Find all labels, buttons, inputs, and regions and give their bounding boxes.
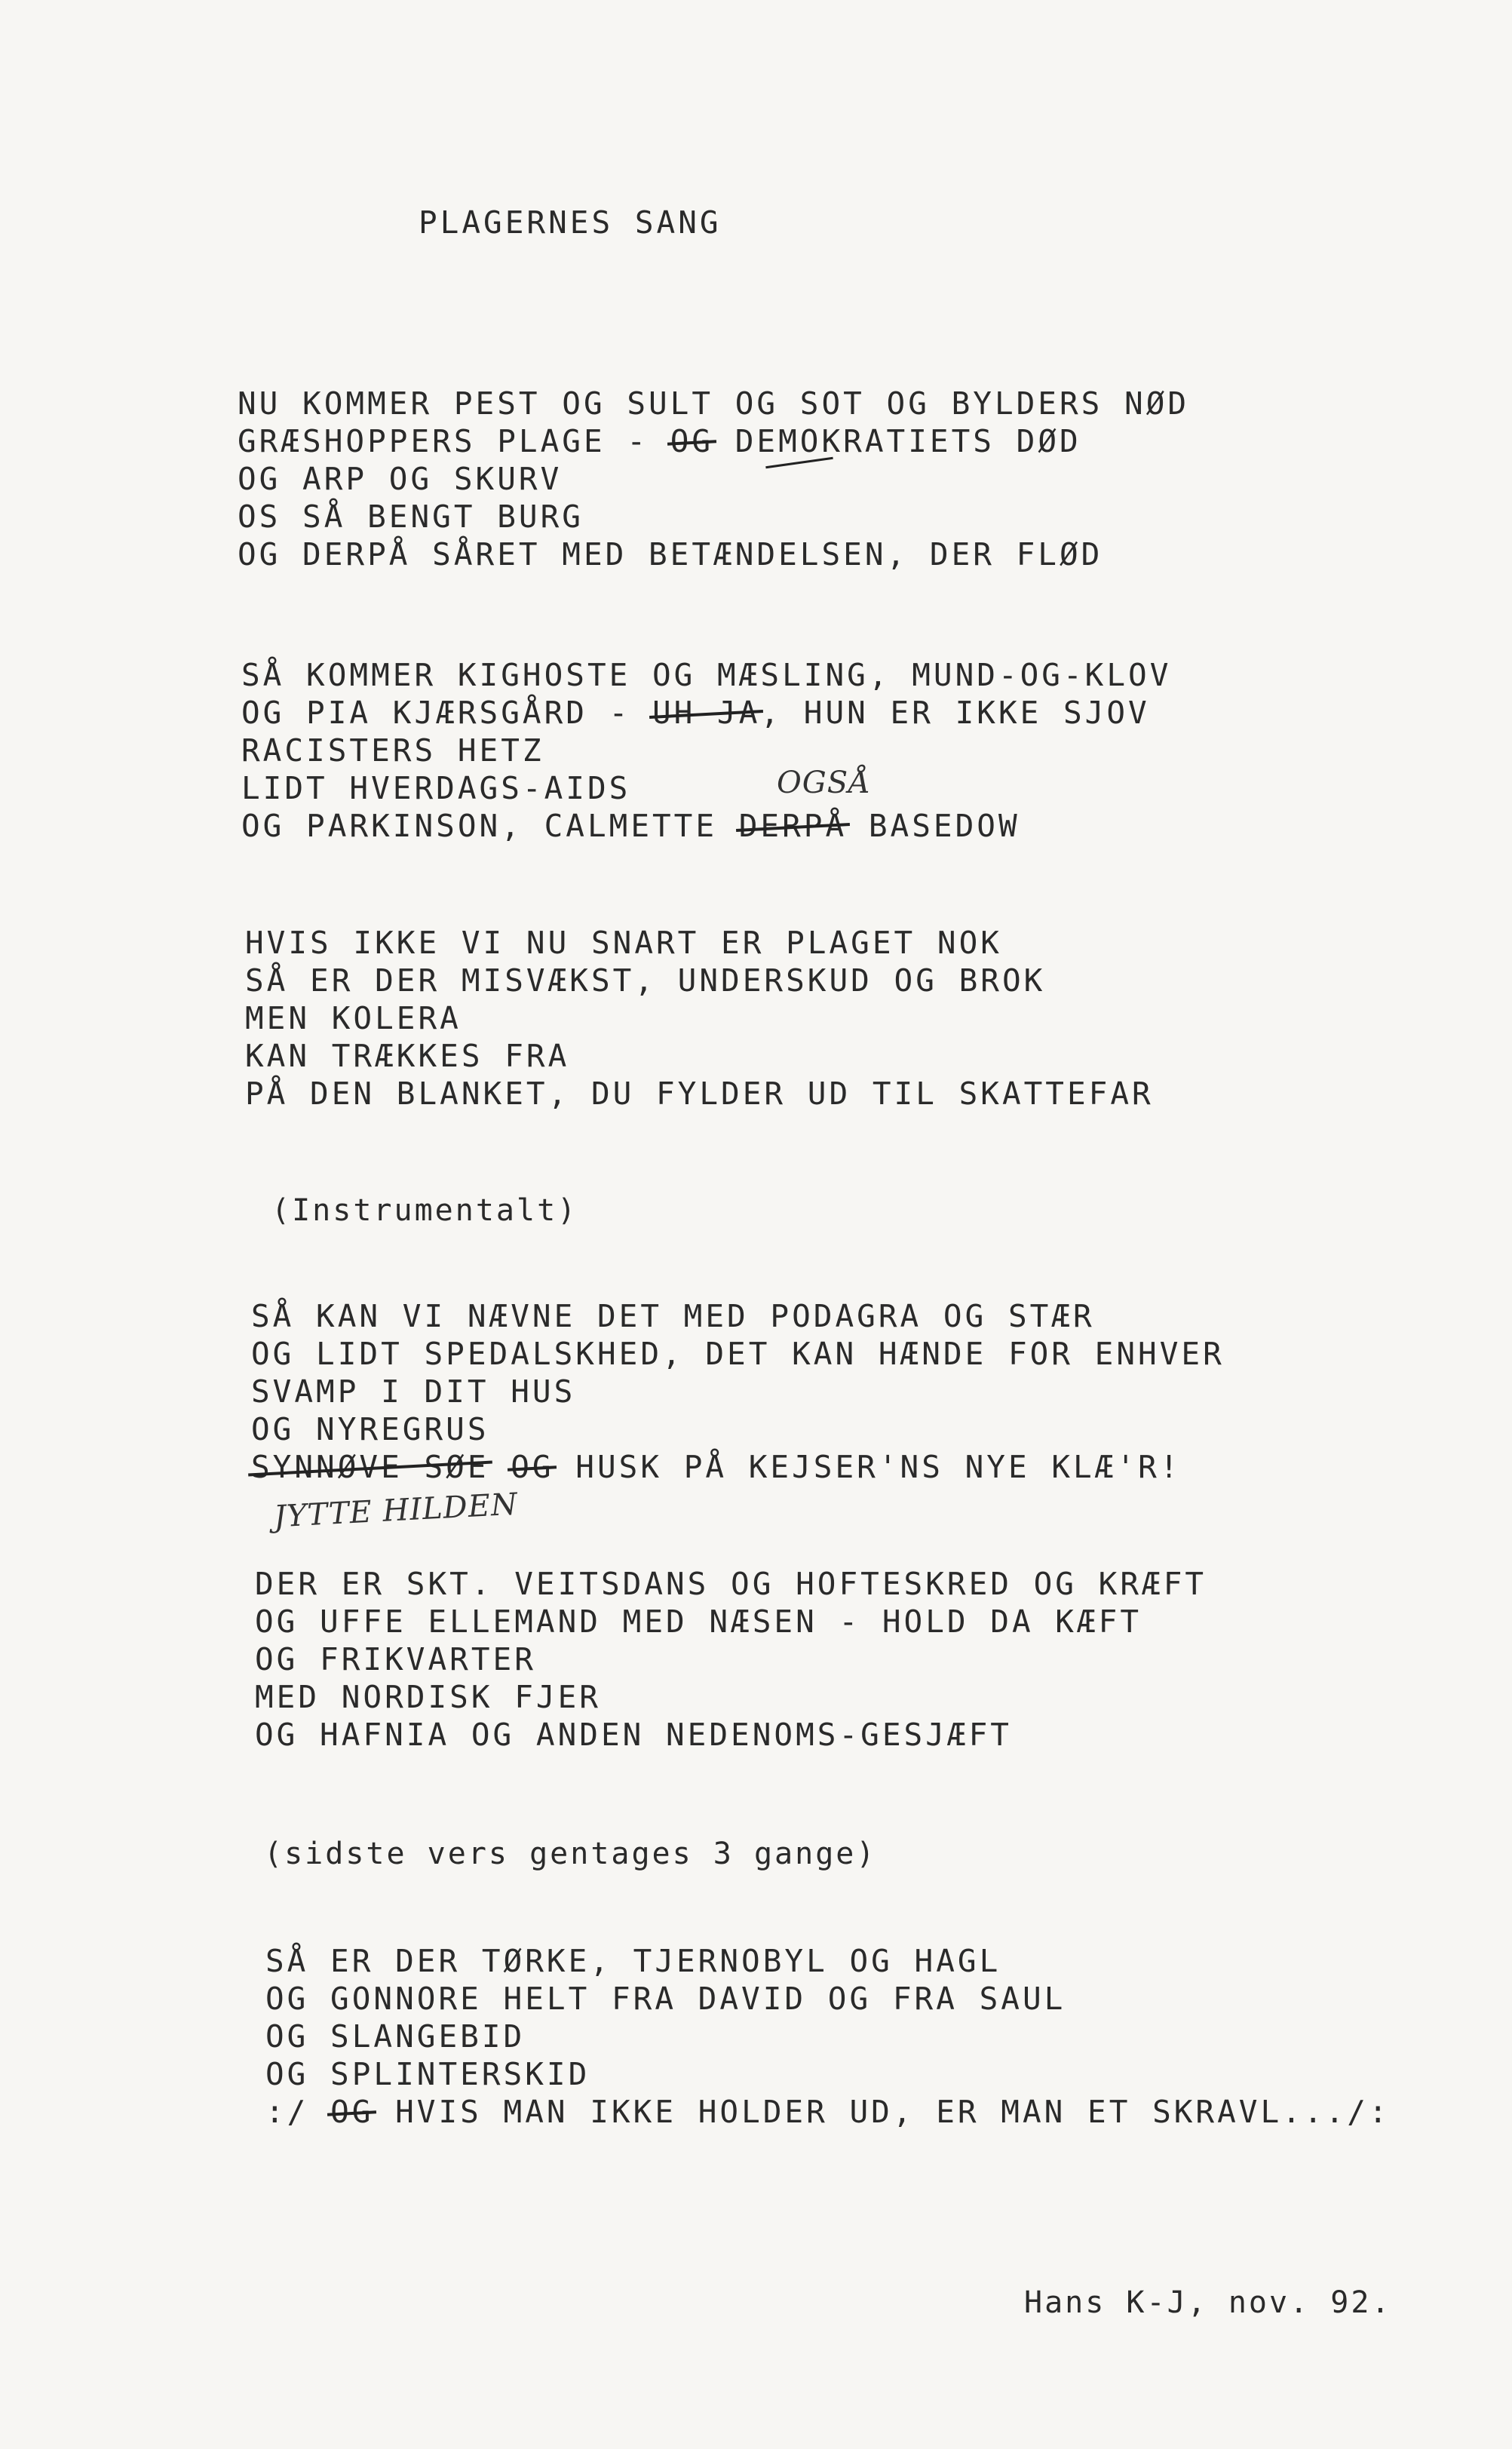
stanza-line: LIDT HVERDAGS-AIDS [241, 770, 631, 806]
stanza-line: MED NORDISK FJER [255, 1679, 601, 1715]
stanza-line: OG SPLINTERSKID [265, 2056, 590, 2092]
stanza-line: RACISTERS HETZ [241, 732, 544, 769]
stanza-line: MEN KOLERA [245, 1000, 462, 1036]
stanza-line: NU KOMMER PEST OG SULT OG SOT OG BYLDERS NØD [238, 385, 1190, 422]
stanza-line: :/ OG HVIS MAN IKKE HOLDER UD, ER MAN ET SKRAVL.../: [265, 2094, 1391, 2130]
instrumental-note: (Instrumentalt) [271, 1193, 578, 1228]
stanza-line: PÅ DEN BLANKET, DU FYLDER UD TIL SKATTEFAR [245, 1076, 1154, 1112]
handwritten-insertion: OGSÅ [777, 766, 872, 800]
stanza-line: OG PARKINSON, CALMETTE DERPÅ BASEDOW [241, 808, 1020, 844]
struck-word: SYNNØVE SØE [251, 1449, 489, 1485]
stanza-line: SÅ KOMMER KIGHOSTE OG MÆSLING, MUND-OG-KLOV [241, 657, 1172, 693]
repeat-note: (sidste vers gentages 3 gange) [264, 1837, 877, 1871]
signature: Hans K-J, nov. 92. [1024, 2285, 1392, 2320]
struck-word: OG [511, 1449, 554, 1485]
stanza-line: DER ER SKT. VEITSDANS OG HOFTESKRED OG KRÆFT [255, 1566, 1207, 1602]
handwritten-insertion: JYTTE HILDEN [273, 1487, 519, 1535]
stanza-line: OG LIDT SPEDALSKHED, DET KAN HÆNDE FOR ENHVER [251, 1336, 1225, 1372]
stanza-line: OG DERPÅ SÅRET MED BETÆNDELSEN, DER FLØD [238, 536, 1103, 572]
stanza-line: OS SÅ BENGT BURG [238, 499, 584, 535]
stanza-line: OG NYREGRUS [251, 1411, 489, 1447]
stanza-line: SÅ KAN VI NÆVNE DET MED PODAGRA OG STÆR [251, 1298, 1095, 1334]
struck-word: OG [330, 2094, 374, 2130]
stanza-line: SÅ ER DER TØRKE, TJERNOBYL OG HAGL [265, 1943, 1001, 1979]
stanza-line: HVIS IKKE VI NU SNART ER PLAGET NOK [245, 925, 1002, 961]
stanza-line: OG HAFNIA OG ANDEN NEDENOMS-GESJÆFT [255, 1717, 1012, 1753]
stanza-line: GRÆSHOPPERS PLAGE - OG DEMOKRATIETS DØD [238, 423, 1081, 459]
stanza-line: SYNNØVE SØE OG HUSK PÅ KEJSER'NS NYE KLÆ'R! [251, 1449, 1182, 1485]
stanza-line: OG FRIKVARTER [255, 1641, 536, 1677]
stanza-line: OG GONNORE HELT FRA DAVID OG FRA SAUL [265, 1981, 1066, 2017]
struck-word: DERPÅ [738, 808, 848, 844]
struck-word: UH JA [652, 695, 761, 731]
stanza-line: KAN TRÆKKES FRA [245, 1038, 570, 1074]
stanza-line: OG PIA KJÆRSGÅRD - UH JA, HUN ER IKKE SJOV [241, 695, 1150, 731]
song-title: PLAGERNES SANG [419, 204, 722, 241]
stanza-line: SÅ ER DER MISVÆKST, UNDERSKUD OG BROK [245, 962, 1046, 999]
struck-word: OG [670, 423, 714, 459]
stanza-line: OG SLANGEBID [265, 2018, 526, 2055]
stanza-line: OG UFFE ELLEMAND MED NÆSEN - HOLD DA KÆFT [255, 1604, 1142, 1640]
stanza-line: SVAMP I DIT HUS [251, 1373, 576, 1410]
stanza-line: OG ARP OG SKURV [238, 461, 563, 497]
